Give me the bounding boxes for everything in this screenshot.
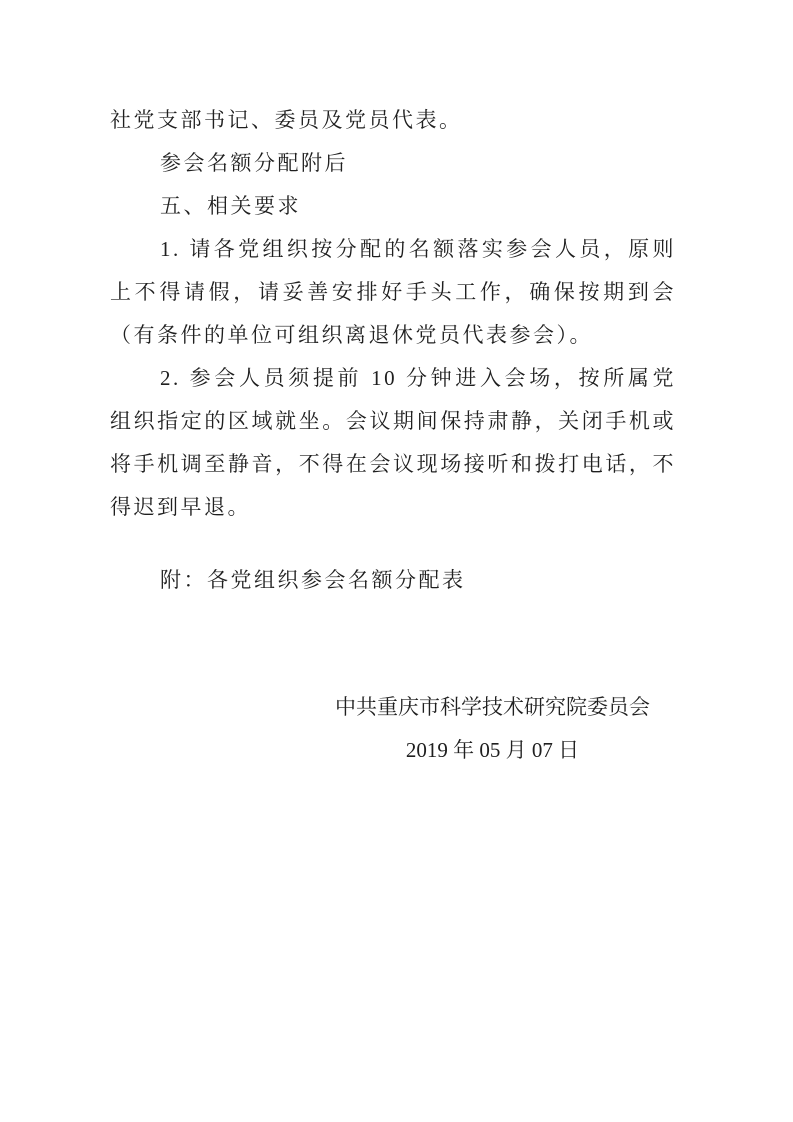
requirement-item-1: 1. 请各党组织按分配的名额落实参会人员，原则上不得请假，请妥善安排好手头工作，确保按期到会（有条件的单位可组织离退休党员代表参会）。 xyxy=(110,237,676,347)
attachment-note: 附：各党组织参会名额分配表 xyxy=(160,568,466,592)
continuation-line: 社党支部书记、委员及党员代表。 xyxy=(110,108,463,132)
requirement-item-2: 2. 参会人员须提前 10 分钟进入会场，按所属党组织指定的区域就坐。会议期间保持肃静，关闭手机或将手机调至静音，不得在会议现场接听和拨打电话，不得迟到早退。 xyxy=(110,366,676,519)
signature-date: 2019 年 05 月 07 日 xyxy=(405,738,580,762)
section-heading-requirements: 五、相关要求 xyxy=(160,194,301,218)
document-body xyxy=(110,99,676,602)
signature-block xyxy=(335,686,650,772)
signature-organization: 中共重庆市科学技术研究院委员会 xyxy=(335,695,650,719)
quota-note-line: 参会名额分配附后 xyxy=(160,151,348,175)
